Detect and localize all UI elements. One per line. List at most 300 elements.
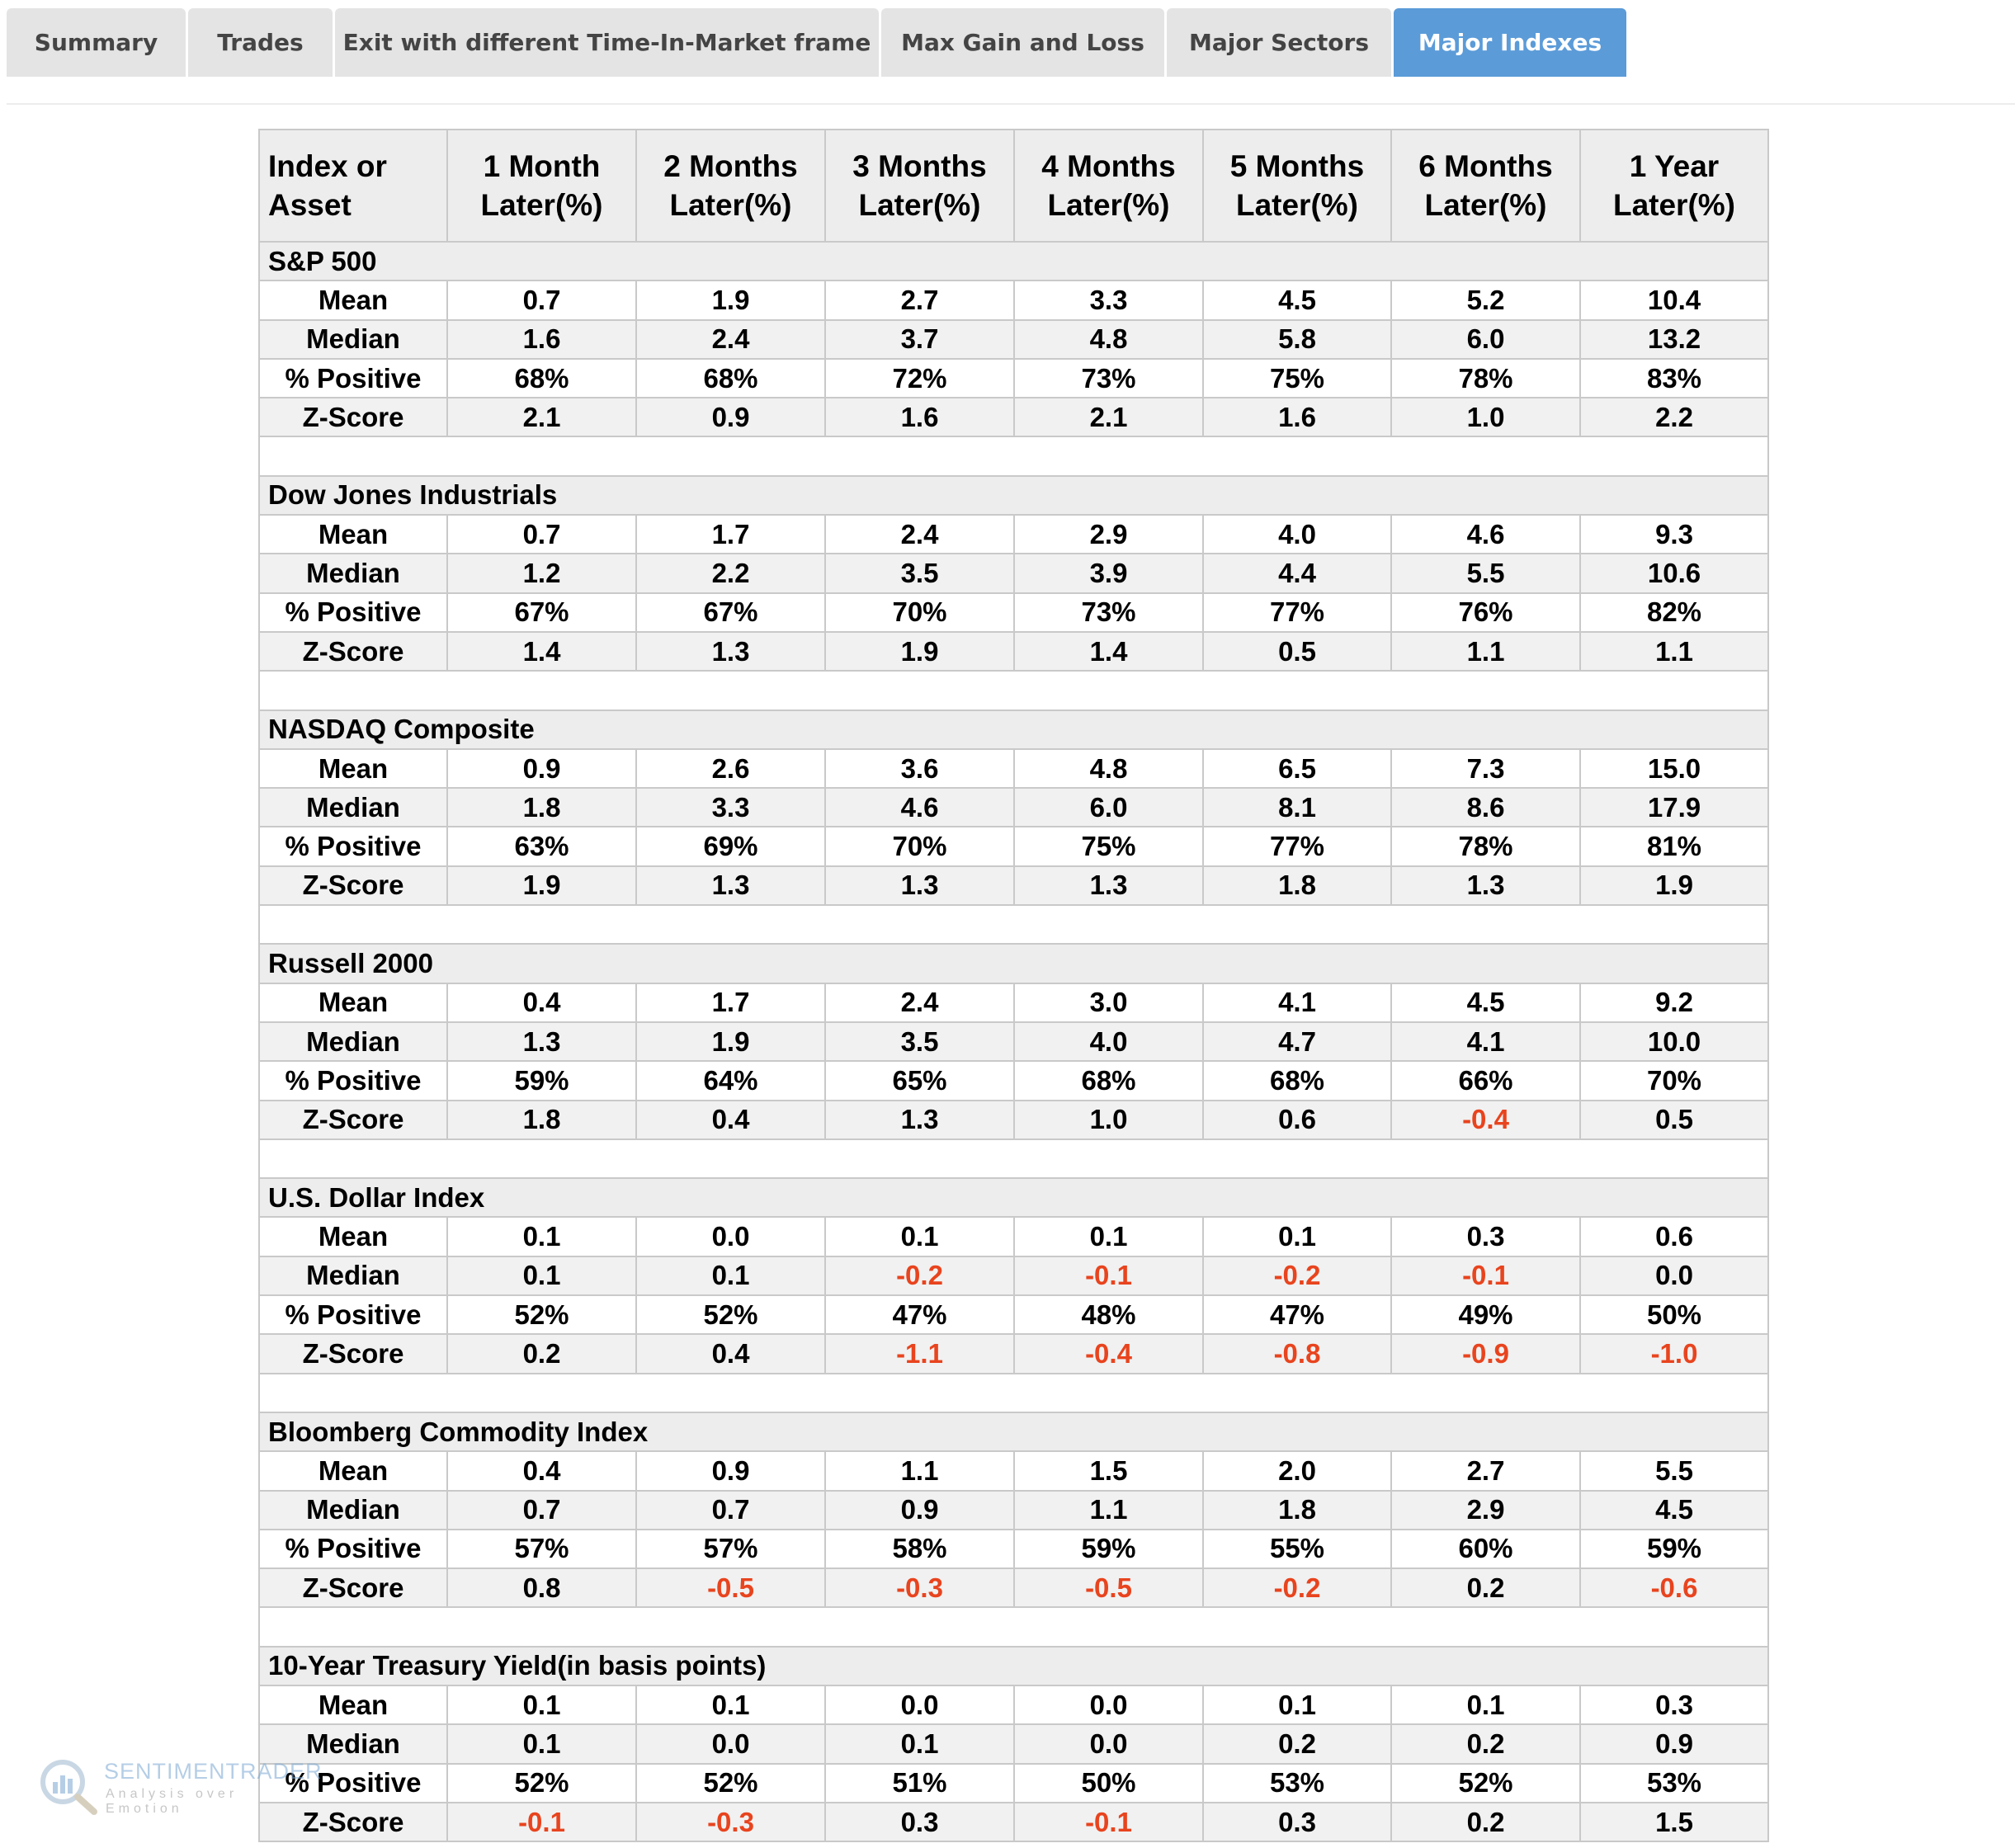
value-cell: 68% — [636, 359, 825, 398]
metric-label: Median — [259, 554, 447, 592]
value-cell: 0.0 — [1014, 1724, 1203, 1763]
value-cell: 70% — [825, 593, 1014, 632]
value-cell: 1.9 — [636, 280, 825, 319]
group-spacer-row — [259, 671, 1768, 710]
value-cell: -0.2 — [1203, 1568, 1391, 1607]
value-cell: 0.0 — [1014, 1685, 1203, 1724]
value-cell: 0.7 — [447, 280, 636, 319]
value-cell: -1.0 — [1580, 1334, 1768, 1373]
value-cell: 10.4 — [1580, 280, 1768, 319]
table-row — [259, 320, 1768, 359]
major-indexes-table — [258, 129, 1769, 1842]
value-cell: 0.7 — [636, 1491, 825, 1530]
value-cell: 59% — [1580, 1530, 1768, 1568]
table-row — [259, 515, 1768, 554]
value-cell: 0.8 — [447, 1568, 636, 1607]
value-cell: 0.5 — [1203, 632, 1391, 671]
value-cell: 4.5 — [1391, 983, 1580, 1022]
value-cell: 57% — [447, 1530, 636, 1568]
value-cell: 52% — [447, 1764, 636, 1803]
table-row — [259, 1685, 1768, 1724]
value-cell: 55% — [1203, 1530, 1391, 1568]
group-spacer-row — [259, 905, 1768, 944]
value-cell: 0.4 — [447, 983, 636, 1022]
value-cell: 67% — [447, 593, 636, 632]
value-cell: 0.0 — [1580, 1256, 1768, 1295]
value-cell: 0.9 — [447, 749, 636, 788]
table-row — [259, 983, 1768, 1022]
value-cell: 0.4 — [636, 1334, 825, 1373]
table-row — [259, 1803, 1768, 1841]
watermark-brand: SENTIMENTRADER — [104, 1759, 323, 1784]
value-cell: 2.7 — [825, 280, 1014, 319]
value-cell: 4.1 — [1391, 1022, 1580, 1061]
value-cell: 9.2 — [1580, 983, 1768, 1022]
value-cell: -0.5 — [636, 1568, 825, 1607]
value-cell: 6.0 — [1014, 788, 1203, 827]
value-cell: 68% — [1014, 1061, 1203, 1100]
table-row — [259, 1295, 1768, 1334]
value-cell: 1.9 — [447, 866, 636, 905]
value-cell: 0.2 — [1203, 1724, 1391, 1763]
value-cell: 52% — [447, 1295, 636, 1334]
spacer-cell — [259, 671, 1768, 710]
value-cell: 0.1 — [447, 1256, 636, 1295]
group-spacer-row — [259, 436, 1768, 475]
value-cell: 70% — [1580, 1061, 1768, 1100]
value-cell: 75% — [1203, 359, 1391, 398]
value-cell: 5.8 — [1203, 320, 1391, 359]
spacer-cell — [259, 905, 1768, 944]
table-row — [259, 1451, 1768, 1490]
value-cell: 0.1 — [636, 1685, 825, 1724]
metric-label: Mean — [259, 983, 447, 1022]
value-cell: 3.5 — [825, 554, 1014, 592]
value-cell: 0.1 — [825, 1724, 1014, 1763]
table-row — [259, 866, 1768, 905]
sentimentrader-watermark — [36, 1749, 323, 1817]
table-body — [259, 242, 1768, 1841]
value-cell: 72% — [825, 359, 1014, 398]
column-header: 2 Months Later(%) — [636, 130, 825, 242]
column-header: 1 Year Later(%) — [1580, 130, 1768, 242]
value-cell: 78% — [1391, 359, 1580, 398]
value-cell: 58% — [825, 1530, 1014, 1568]
value-cell: 0.7 — [447, 515, 636, 554]
value-cell: 50% — [1014, 1764, 1203, 1803]
metric-label: Z-Score — [259, 398, 447, 436]
value-cell: 78% — [1391, 827, 1580, 865]
value-cell: 1.0 — [1014, 1101, 1203, 1139]
value-cell: 5.5 — [1391, 554, 1580, 592]
value-cell: 77% — [1203, 827, 1391, 865]
value-cell: 1.3 — [447, 1022, 636, 1061]
group-name: Dow Jones Industrials — [259, 476, 1768, 515]
metric-label: Mean — [259, 1685, 447, 1724]
tab-max-gain-loss[interactable]: Max Gain and Loss — [881, 8, 1164, 77]
group-header-row — [259, 1412, 1768, 1451]
value-cell: 17.9 — [1580, 788, 1768, 827]
group-spacer-row — [259, 1607, 1768, 1646]
value-cell: 0.0 — [825, 1685, 1014, 1724]
table-header-row — [259, 130, 1768, 242]
value-cell: 0.6 — [1203, 1101, 1391, 1139]
value-cell: -0.6 — [1580, 1568, 1768, 1607]
value-cell: 4.7 — [1203, 1022, 1391, 1061]
value-cell: 2.1 — [447, 398, 636, 436]
value-cell: 4.8 — [1014, 320, 1203, 359]
value-cell: 10.0 — [1580, 1022, 1768, 1061]
value-cell: 0.1 — [825, 1217, 1014, 1256]
value-cell: 1.4 — [447, 632, 636, 671]
table-row — [259, 827, 1768, 865]
group-header-row — [259, 1647, 1768, 1685]
value-cell: 47% — [1203, 1295, 1391, 1334]
table-row — [259, 1491, 1768, 1530]
value-cell: 1.8 — [447, 1101, 636, 1139]
value-cell: 73% — [1014, 593, 1203, 632]
metric-label: % Positive — [259, 1764, 447, 1803]
value-cell: 0.5 — [1580, 1101, 1768, 1139]
value-cell: 1.4 — [1014, 632, 1203, 671]
value-cell: 59% — [447, 1061, 636, 1100]
metric-label: % Positive — [259, 1061, 447, 1100]
value-cell: 1.3 — [636, 632, 825, 671]
tab-bar — [7, 8, 1626, 77]
value-cell: 0.4 — [447, 1451, 636, 1490]
metric-label: Median — [259, 1256, 447, 1295]
chart-magnifier-logo-icon — [36, 1754, 102, 1817]
metric-label: Mean — [259, 1451, 447, 1490]
value-cell: 6.0 — [1391, 320, 1580, 359]
value-cell: 1.6 — [1203, 398, 1391, 436]
value-cell: 3.9 — [1014, 554, 1203, 592]
metric-label: Z-Score — [259, 866, 447, 905]
value-cell: 4.6 — [1391, 515, 1580, 554]
value-cell: 9.3 — [1580, 515, 1768, 554]
value-cell: 4.4 — [1203, 554, 1391, 592]
tab-major-indexes[interactable]: Major Indexes — [1394, 8, 1626, 77]
metric-label: Z-Score — [259, 1334, 447, 1373]
metric-label: Mean — [259, 1217, 447, 1256]
value-cell: 52% — [636, 1764, 825, 1803]
spacer-cell — [259, 436, 1768, 475]
value-cell: 0.7 — [447, 1491, 636, 1530]
group-name: S&P 500 — [259, 242, 1768, 280]
value-cell: -0.3 — [636, 1803, 825, 1841]
value-cell: 3.3 — [636, 788, 825, 827]
value-cell: 13.2 — [1580, 320, 1768, 359]
value-cell: 69% — [636, 827, 825, 865]
table-row — [259, 632, 1768, 671]
value-cell: 1.1 — [825, 1451, 1014, 1490]
value-cell: 15.0 — [1580, 749, 1768, 788]
metric-label: Median — [259, 1022, 447, 1061]
metric-label: Median — [259, 1724, 447, 1763]
value-cell: 48% — [1014, 1295, 1203, 1334]
table-row — [259, 593, 1768, 632]
value-cell: 68% — [1203, 1061, 1391, 1100]
value-cell: 0.3 — [825, 1803, 1014, 1841]
value-cell: 0.3 — [1391, 1217, 1580, 1256]
group-name: Russell 2000 — [259, 944, 1768, 983]
value-cell: 3.0 — [1014, 983, 1203, 1022]
metric-label: Mean — [259, 749, 447, 788]
value-cell: 0.2 — [1391, 1724, 1580, 1763]
table-row — [259, 749, 1768, 788]
metric-label: % Positive — [259, 593, 447, 632]
value-cell: 1.0 — [1391, 398, 1580, 436]
group-header-row — [259, 242, 1768, 280]
value-cell: 0.3 — [1580, 1685, 1768, 1724]
value-cell: 2.0 — [1203, 1451, 1391, 1490]
value-cell: 66% — [1391, 1061, 1580, 1100]
table-row — [259, 359, 1768, 398]
table-row — [259, 398, 1768, 436]
value-cell: 0.4 — [636, 1101, 825, 1139]
group-header-row — [259, 1178, 1768, 1217]
value-cell: -0.5 — [1014, 1568, 1203, 1607]
value-cell: 0.0 — [636, 1724, 825, 1763]
value-cell: 0.1 — [636, 1256, 825, 1295]
column-header: 5 Months Later(%) — [1203, 130, 1391, 242]
value-cell: 50% — [1580, 1295, 1768, 1334]
value-cell: 0.0 — [636, 1217, 825, 1256]
group-name: NASDAQ Composite — [259, 710, 1768, 749]
metric-label: Median — [259, 1491, 447, 1530]
value-cell: 75% — [1014, 827, 1203, 865]
metric-label: % Positive — [259, 827, 447, 865]
value-cell: 57% — [636, 1530, 825, 1568]
table-row — [259, 1764, 1768, 1803]
value-cell: 10.6 — [1580, 554, 1768, 592]
value-cell: 8.6 — [1391, 788, 1580, 827]
value-cell: 1.3 — [1014, 866, 1203, 905]
table-row — [259, 1217, 1768, 1256]
tab-major-sectors[interactable]: Major Sectors — [1167, 8, 1391, 77]
value-cell: 2.2 — [1580, 398, 1768, 436]
watermark-tagline: Analysis over Emotion — [106, 1787, 238, 1816]
group-spacer-row — [259, 1139, 1768, 1178]
value-cell: 0.6 — [1580, 1217, 1768, 1256]
value-cell: 5.2 — [1391, 280, 1580, 319]
tab-trades[interactable]: Trades — [188, 8, 333, 77]
value-cell: 3.5 — [825, 1022, 1014, 1061]
value-cell: 1.9 — [636, 1022, 825, 1061]
value-cell: 0.2 — [1391, 1568, 1580, 1607]
value-cell: 2.7 — [1391, 1451, 1580, 1490]
metric-label: % Positive — [259, 1530, 447, 1568]
value-cell: 1.1 — [1391, 632, 1580, 671]
table-row — [259, 554, 1768, 592]
value-cell: 1.8 — [1203, 866, 1391, 905]
column-header: 1 Month Later(%) — [447, 130, 636, 242]
table-row — [259, 1724, 1768, 1763]
value-cell: 49% — [1391, 1295, 1580, 1334]
value-cell: 1.9 — [825, 632, 1014, 671]
value-cell: -1.1 — [825, 1334, 1014, 1373]
table-row — [259, 1334, 1768, 1373]
value-cell: 0.1 — [1014, 1217, 1203, 1256]
value-cell: 0.9 — [1580, 1724, 1768, 1763]
group-name: 10-Year Treasury Yield(in basis points) — [259, 1647, 1768, 1685]
value-cell: 52% — [636, 1295, 825, 1334]
metric-label: % Positive — [259, 359, 447, 398]
group-header-row — [259, 476, 1768, 515]
table-row — [259, 1256, 1768, 1295]
value-cell: 3.7 — [825, 320, 1014, 359]
value-cell: 0.1 — [1203, 1217, 1391, 1256]
column-header: 6 Months Later(%) — [1391, 130, 1580, 242]
value-cell: 3.6 — [825, 749, 1014, 788]
value-cell: 0.2 — [1391, 1803, 1580, 1841]
spacer-cell — [259, 1139, 1768, 1178]
spacer-cell — [259, 1607, 1768, 1646]
metric-label: Median — [259, 320, 447, 359]
value-cell: 4.0 — [1014, 1022, 1203, 1061]
value-cell: -0.1 — [447, 1803, 636, 1841]
tab-summary[interactable]: Summary — [7, 8, 186, 77]
value-cell: 0.2 — [447, 1334, 636, 1373]
column-header: 3 Months Later(%) — [825, 130, 1014, 242]
metric-label: Z-Score — [259, 1101, 447, 1139]
value-cell: 0.9 — [636, 1451, 825, 1490]
value-cell: -0.3 — [825, 1568, 1014, 1607]
value-cell: 63% — [447, 827, 636, 865]
value-cell: 2.9 — [1391, 1491, 1580, 1530]
value-cell: 51% — [825, 1764, 1014, 1803]
metric-label: Z-Score — [259, 1568, 447, 1607]
value-cell: -0.2 — [1203, 1256, 1391, 1295]
value-cell: 70% — [825, 827, 1014, 865]
value-cell: 76% — [1391, 593, 1580, 632]
value-cell: 68% — [447, 359, 636, 398]
value-cell: -0.4 — [1014, 1334, 1203, 1373]
value-cell: 59% — [1014, 1530, 1203, 1568]
value-cell: 0.1 — [1203, 1685, 1391, 1724]
value-cell: -0.4 — [1391, 1101, 1580, 1139]
metric-label: Z-Score — [259, 632, 447, 671]
table-row — [259, 788, 1768, 827]
metric-label: Mean — [259, 280, 447, 319]
value-cell: -0.8 — [1203, 1334, 1391, 1373]
table-row — [259, 1568, 1768, 1607]
value-cell: 1.2 — [447, 554, 636, 592]
column-header: Index or Asset — [259, 130, 447, 242]
value-cell: 1.5 — [1014, 1451, 1203, 1490]
value-cell: 1.5 — [1580, 1803, 1768, 1841]
value-cell: 0.9 — [825, 1491, 1014, 1530]
value-cell: 2.6 — [636, 749, 825, 788]
group-name: U.S. Dollar Index — [259, 1178, 1768, 1217]
value-cell: -0.1 — [1391, 1256, 1580, 1295]
group-name: Bloomberg Commodity Index — [259, 1412, 1768, 1451]
value-cell: 53% — [1203, 1764, 1391, 1803]
value-cell: 83% — [1580, 359, 1768, 398]
value-cell: 0.1 — [447, 1217, 636, 1256]
value-cell: 1.9 — [1580, 866, 1768, 905]
value-cell: 77% — [1203, 593, 1391, 632]
value-cell: 82% — [1580, 593, 1768, 632]
value-cell: 2.4 — [825, 515, 1014, 554]
tab-divider — [7, 103, 2015, 105]
value-cell: -0.2 — [825, 1256, 1014, 1295]
value-cell: 1.7 — [636, 983, 825, 1022]
value-cell: 2.9 — [1014, 515, 1203, 554]
value-cell: 7.3 — [1391, 749, 1580, 788]
metric-label: % Positive — [259, 1295, 447, 1334]
value-cell: 0.9 — [636, 398, 825, 436]
value-cell: 4.5 — [1580, 1491, 1768, 1530]
value-cell: 1.3 — [825, 866, 1014, 905]
value-cell: 5.5 — [1580, 1451, 1768, 1490]
value-cell: 1.3 — [825, 1101, 1014, 1139]
value-cell: -0.1 — [1014, 1256, 1203, 1295]
value-cell: 2.1 — [1014, 398, 1203, 436]
table-row — [259, 1101, 1768, 1139]
value-cell: 4.6 — [825, 788, 1014, 827]
value-cell: 4.5 — [1203, 280, 1391, 319]
group-header-row — [259, 944, 1768, 983]
value-cell: 73% — [1014, 359, 1203, 398]
value-cell: 1.3 — [636, 866, 825, 905]
value-cell: 1.6 — [447, 320, 636, 359]
metric-label: Mean — [259, 515, 447, 554]
table-row — [259, 280, 1768, 319]
value-cell: -0.1 — [1014, 1803, 1203, 1841]
metric-label: Median — [259, 788, 447, 827]
group-spacer-row — [259, 1374, 1768, 1412]
value-cell: 1.8 — [1203, 1491, 1391, 1530]
value-cell: 1.3 — [1391, 866, 1580, 905]
table-row — [259, 1022, 1768, 1061]
value-cell: 1.1 — [1580, 632, 1768, 671]
value-cell: 81% — [1580, 827, 1768, 865]
table-row — [259, 1530, 1768, 1568]
value-cell: 2.4 — [636, 320, 825, 359]
value-cell: 4.0 — [1203, 515, 1391, 554]
value-cell: 64% — [636, 1061, 825, 1100]
value-cell: 4.8 — [1014, 749, 1203, 788]
tab-exit-time-in-market[interactable]: Exit with different Time-In-Market frame — [335, 8, 879, 77]
value-cell: 1.7 — [636, 515, 825, 554]
value-cell: 8.1 — [1203, 788, 1391, 827]
value-cell: 2.4 — [825, 983, 1014, 1022]
value-cell: 52% — [1391, 1764, 1580, 1803]
value-cell: 1.1 — [1014, 1491, 1203, 1530]
metric-label: Z-Score — [259, 1803, 447, 1841]
value-cell: 0.3 — [1203, 1803, 1391, 1841]
value-cell: 2.2 — [636, 554, 825, 592]
value-cell: 67% — [636, 593, 825, 632]
value-cell: 47% — [825, 1295, 1014, 1334]
column-header: 4 Months Later(%) — [1014, 130, 1203, 242]
value-cell: 65% — [825, 1061, 1014, 1100]
spacer-cell — [259, 1374, 1768, 1412]
value-cell: 1.6 — [825, 398, 1014, 436]
value-cell: 1.8 — [447, 788, 636, 827]
value-cell: 0.1 — [1391, 1685, 1580, 1724]
value-cell: 4.1 — [1203, 983, 1391, 1022]
value-cell: 6.5 — [1203, 749, 1391, 788]
value-cell: 53% — [1580, 1764, 1768, 1803]
table-row — [259, 1061, 1768, 1100]
group-header-row — [259, 710, 1768, 749]
value-cell: -0.9 — [1391, 1334, 1580, 1373]
value-cell: 60% — [1391, 1530, 1580, 1568]
value-cell: 3.3 — [1014, 280, 1203, 319]
value-cell: 0.1 — [447, 1685, 636, 1724]
